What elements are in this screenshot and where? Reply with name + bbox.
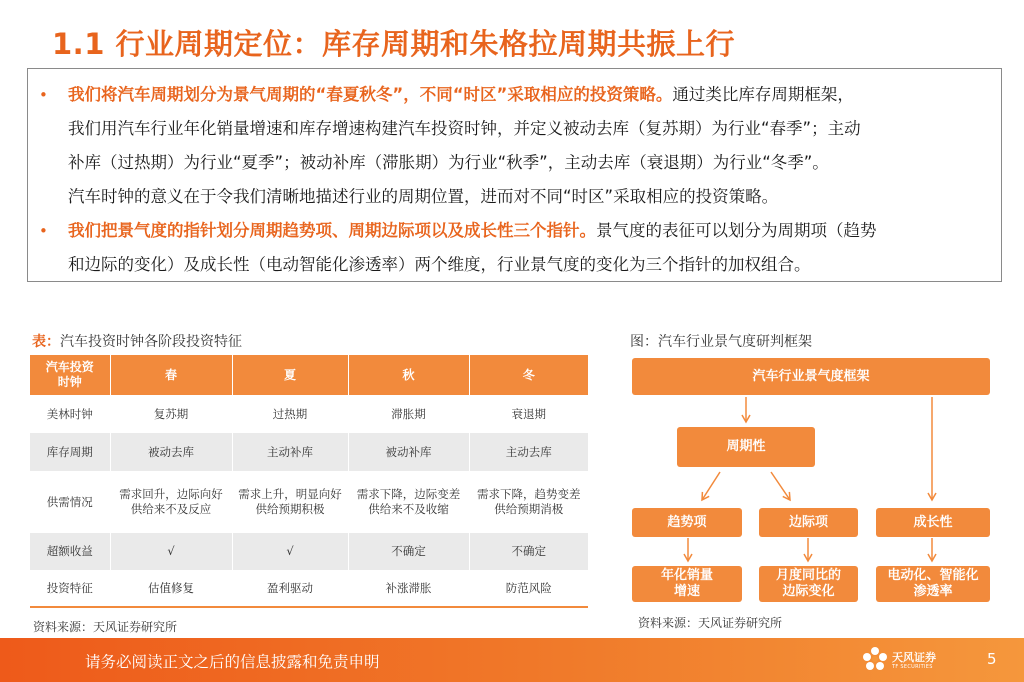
node-sentiment-framework: 汽车行业景气度框架 (632, 358, 990, 395)
table-cell: 投资特征 (30, 570, 110, 606)
node-ev-smart-penetration: 电动化、智能化 渗透率 (876, 566, 990, 602)
table-header-row (30, 355, 588, 395)
table-cell: 需求上升，明显向好 供给预期积极 (232, 471, 348, 533)
table-header-cell: 春 (110, 355, 232, 395)
diagram-caption-text: 汽车行业景气度研判框架 (658, 334, 812, 350)
bullet-2-line: 景气度的表征可以划分为周期项（趋势 (596, 221, 877, 240)
arrow-cycle-to-trend (702, 472, 720, 500)
table-cell: 复苏期 (110, 395, 232, 433)
table-header-cell: 秋 (348, 355, 469, 395)
page-number: 5 (987, 650, 997, 668)
node-monthly-yoy-change: 月度同比的 边际变化 (759, 566, 858, 602)
table-cell: 需求回升，边际向好 供给来不及反应 (110, 471, 232, 533)
node-annual-sales-growth: 年化销量 增速 (632, 566, 742, 602)
table-cell: 供需情况 (30, 471, 110, 533)
table-cell: 库存周期 (30, 433, 110, 471)
summary-bullet-1 (36, 78, 991, 214)
table-cell: 主动去库 (469, 433, 588, 471)
node-trend-item: 趋势项 (632, 508, 742, 537)
header-clock-label: 汽车投资 时钟 (45, 360, 94, 389)
table-cell: 不确定 (469, 533, 588, 570)
logo-subtitle: TF SECURITIES (892, 664, 933, 670)
table-caption-prefix: 表： (32, 334, 60, 350)
table-row (30, 433, 588, 471)
table-cell: √ (110, 533, 232, 570)
table-cell: √ (232, 533, 348, 570)
flower-logo-icon (862, 646, 888, 674)
sentiment-framework-diagram (620, 348, 1010, 618)
table-caption-text: 汽车投资时钟各阶段投资特征 (60, 334, 242, 350)
table-row (30, 395, 588, 433)
investment-clock-table (30, 355, 588, 606)
bullet-1-line: 补库（过热期）为行业“夏季”；被动补库（滞胀期）为行业“秋季”，主动去库（衰退期）为行业“冬季”。 (68, 153, 829, 172)
table-cell: 估值修复 (110, 570, 232, 606)
summary-box (27, 68, 1002, 282)
table-cell: 补涨滞胀 (348, 570, 469, 606)
arrow-cycle-to-margin (771, 472, 790, 500)
bullet-1-line: 我们用汽车行业年化销量增速和库存增速构建汽车投资时钟，并定义被动去库（复苏期）为行业“春季”；主动 (68, 119, 861, 138)
bullet-1-line: 通过类比库存周期框架， (672, 85, 854, 104)
footer-bar (0, 638, 1024, 682)
table-cell: 美林时钟 (30, 395, 110, 433)
footer-disclaimer: 请务必阅读正文之后的信息披露和免责申明 (85, 653, 380, 671)
table-cell: 防范风险 (469, 570, 588, 606)
bullet-dot-icon: • (39, 86, 48, 104)
summary-bullet-2 (36, 214, 991, 282)
table-row (30, 533, 588, 570)
node-growth: 成长性 (876, 508, 990, 537)
bullet-2-highlight: 我们把景气度的指针划分周期趋势项、周期边际项以及成长性三个指针。 (68, 221, 596, 240)
table-cell: 衰退期 (469, 395, 588, 433)
table-cell: 盈利驱动 (232, 570, 348, 606)
bullet-dot-icon: • (39, 222, 48, 240)
table-cell: 需求下降，趋势变差 供给预期消极 (469, 471, 588, 533)
table-header-cell (30, 355, 110, 395)
bullet-2-line: 和边际的变化）及成长性（电动智能化渗透率）两个维度，行业景气度的变化为三个指针的加权组合。 (68, 255, 811, 274)
table-header-cell: 冬 (469, 355, 588, 395)
diagram-caption-prefix: 图： (630, 334, 658, 350)
table-caption (32, 331, 242, 351)
node-margin-item: 边际项 (759, 508, 858, 537)
bullet-1-line: 汽车时钟的意义在于令我们清晰地描述行业的周期位置，进而对不同“时区”采取相应的投资策略。 (68, 187, 779, 206)
table-row (30, 570, 588, 606)
table-cell: 需求下降，边际变差 供给来不及收缩 (348, 471, 469, 533)
table-source-note: 资料来源：天风证券研究所 (33, 620, 178, 634)
page-title: 1.1 行业周期定位：库存周期和朱格拉周期共振上行 (52, 27, 735, 61)
table-row (30, 471, 588, 533)
table-cell: 主动补库 (232, 433, 348, 471)
bullet-1-highlight: 我们将汽车周期划分为景气周期的“春夏秋冬”，不同“时区”采取相应的投资策略。 (68, 85, 673, 104)
table-cell: 超额收益 (30, 533, 110, 570)
table-cell: 过热期 (232, 395, 348, 433)
tf-securities-logo (862, 644, 942, 676)
node-cyclicality: 周期性 (677, 427, 815, 467)
table-cell: 不确定 (348, 533, 469, 570)
table-header-cell: 夏 (232, 355, 348, 395)
table-cell: 滞胀期 (348, 395, 469, 433)
table-cell: 被动去库 (110, 433, 232, 471)
logo-name: 天风证券 (892, 651, 936, 664)
diagram-source-note: 资料来源：天风证券研究所 (638, 616, 783, 630)
table-bottom-rule (30, 606, 588, 608)
table-cell: 被动补库 (348, 433, 469, 471)
